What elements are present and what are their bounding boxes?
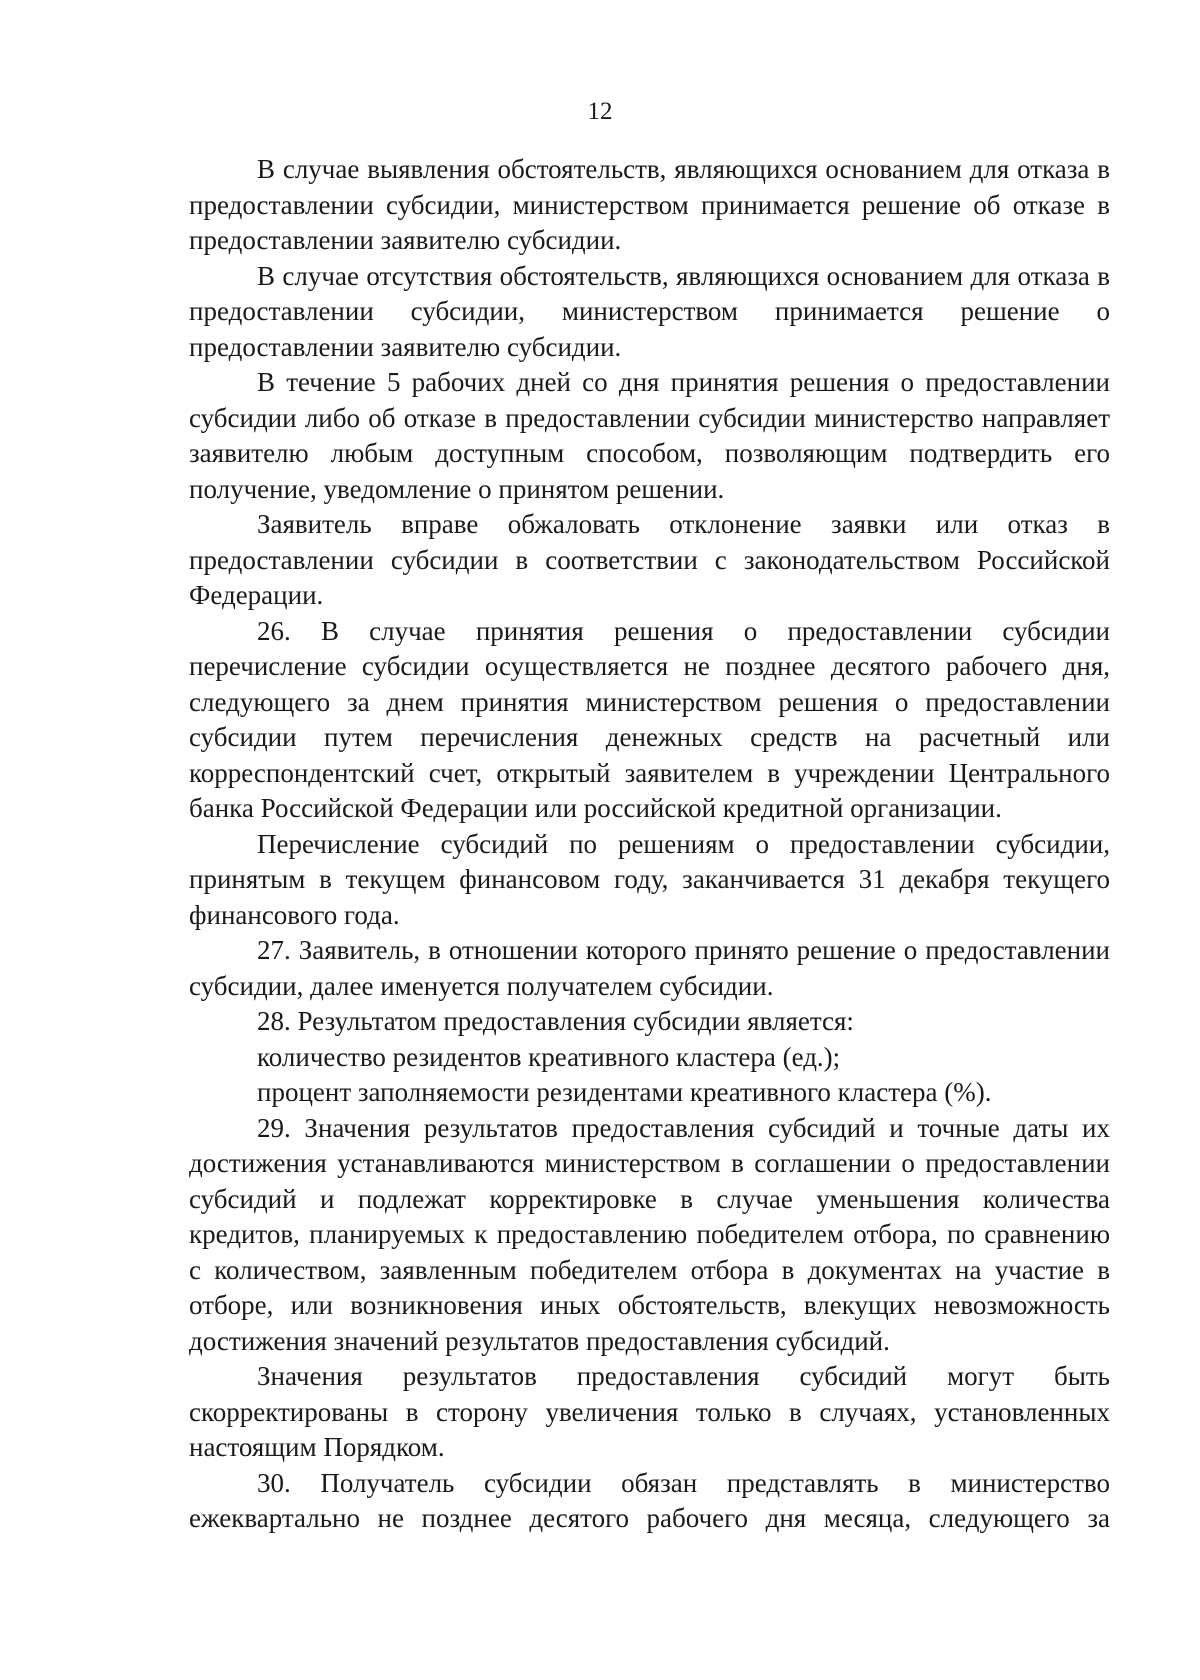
paragraph-adjustment: Значения результатов предоставления субсидий могут быть скорректированы в сторону увеличения только в случаях, установленных настоящим Порядком. (189, 1361, 1110, 1462)
page-number: 12 (587, 98, 613, 125)
result-item-residents-count: количество резидентов креативного кластера (ед.); (257, 1041, 841, 1072)
paragraph-30: 30. Получатель субсидии обязан представлять в министерство ежеквартально не позднее десятого рабочего дня месяца, следующего за (189, 1467, 1110, 1533)
result-item-occupancy-percent: процент заполняемости резидентами креативного кластера (%). (257, 1077, 992, 1107)
paragraph-refusal-decision: В случае выявления обстоятельств, являющихся основанием для отказа в предоставлении субсидии, министерством принимается решение об отказе в предоставлении заявителю субсидии. (189, 154, 1110, 255)
paragraph-28: 28. Результатом предоставления субсидии является: (257, 1006, 854, 1036)
paragraph-transfer-deadline: Перечисление субсидий по решениям о предоставлении субсидии, принятым в текущем финансовом году, заканчивается 31 декабря текущего финансового года. (189, 828, 1110, 930)
paragraph-appeal: Заявитель вправе обжаловать отклонение заявки или отказ в предоставлении субсидии в соответствии с законодательством Российской Федерации. (189, 509, 1110, 610)
paragraph-grant-decision: В случае отсутствия обстоятельств, являющихся основанием для отказа в предоставлении субсидии, министерством принимается решение о предоставлении заявителю субсидии. (189, 260, 1110, 362)
paragraph-26: 26. В случае принятия решения о предоставлении субсидии перечисление субсидии осуществляется не позднее десятого рабочего дня, следующего за днем принятия министерством решения о предоставлении субсидии путем перечисления денежных средств на расчетный или корреспондентский счет, открытый заявителем в учреждении Центрального банка Российской Федерации или российской кредитной организации. (189, 615, 1110, 823)
paragraph-27: 27. Заявитель, в отношении которого принято решение о предоставлении субсидии, далее именуется получателем субсидии. (189, 935, 1110, 1001)
document-body (189, 152, 1110, 1537)
paragraph-notification: В течение 5 рабочих дней со дня принятия решения о предоставлении субсидии либо об отказе в предоставлении субсидии министерство направляет заявителю любым доступным способом, позволяющим подтвердить его получение, уведомление о принятом решении. (189, 367, 1110, 504)
paragraph-29: 29. Значения результатов предоставления субсидий и точные даты их достижения устанавливаются министерством в соглашении о предоставлении субсидий и подлежат корректировке в случае уменьшения количества кредитов, планируемых к предоставлению победителем отбора, по сравнению с количеством, заявленным победителем отбора в документах на участие в отборе, или возникновения иных обстоятельств, влекущих невозможность достижения значений результатов предоставления субсидий. (189, 1112, 1110, 1356)
